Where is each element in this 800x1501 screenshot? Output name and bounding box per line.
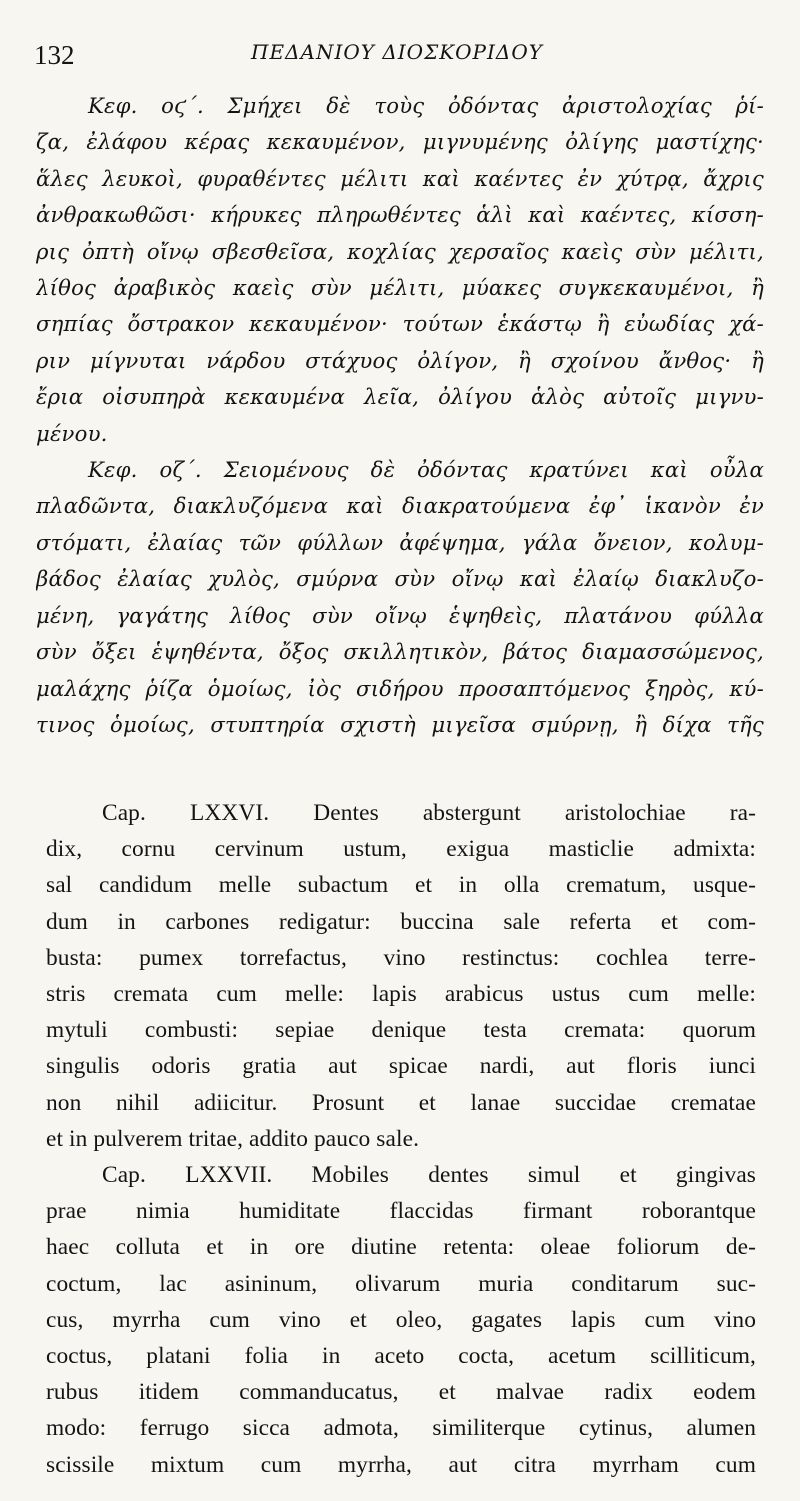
latin-line: sal candidum melle subactum et in olla crematum, usque- (46, 872, 756, 899)
greek-line: πλαδῶντα, διακλυζόμενα καὶ διακρατούμενα ἐφ᾽ ἱκανὸν ἐν (36, 493, 764, 519)
latin-line: haec colluta et in ore diutine retenta: oleae foliorum de- (46, 1234, 756, 1261)
latin-line: dum in carbones redigatur: buccina sale referta et com- (46, 908, 756, 935)
latin-text-block (46, 795, 756, 1483)
greek-line: ζα, ἐλάφου κέρας κεκαυμένον, μιγνυμένης ὀλίγης μαστίχης· (36, 129, 764, 155)
greek-text-block (36, 88, 764, 743)
latin-line: et in pulverem tritae, addito pauco sale. (46, 1125, 420, 1152)
latin-line: coctum, lac asininum, olivarum muria conditarum suc- (46, 1270, 756, 1297)
greek-line: τινος ὁμοίως, στυπτηρία σχιστὴ μιγεῖσα σμύρνῃ, ἢ δίχα τῆς (36, 711, 764, 737)
latin-line: non nihil adiicitur. Prosunt et lanae succidae crematae (46, 1089, 756, 1116)
greek-line: σὺν ὄξει ἑψηθέντα, ὄξος σκιλλητικὸν, βάτος διαμασσώμενος, (36, 639, 764, 665)
latin-line: singulis odoris gratia aut spicae nardi, aut floris iunci (46, 1053, 756, 1080)
greek-line: Κεφ. οζ΄. Σειομένους δὲ ὀδόντας κρατύνει καὶ οὖλα (88, 457, 764, 483)
latin-line: Cap. LXXVI. Dentes abstergunt aristolochiae ra- (102, 800, 756, 826)
latin-line: stris cremata cum melle: lapis arabicus ustus cum melle: (46, 981, 756, 1008)
latin-line: rubus itidem commanducatus, et malvae radix eodem (46, 1379, 756, 1406)
latin-line: busta: pumex torrefactus, vino restinctus: cochlea terre- (46, 944, 756, 971)
greek-line: Κεφ. οϛ΄. Σμήχει δὲ τοὺς ὀδόντας ἀριστολοχίας ῥί- (88, 93, 764, 118)
latin-line: scissile mixtum cum myrrha, aut citra myrrham cum (46, 1451, 756, 1478)
greek-line: μένη, γαγάτης λίθος σὺν οἴνῳ ἑψηθεὶς, πλατάνου φύλλα (36, 602, 764, 628)
greek-line: σηπίας ὄστρακον κεκαυμένον· τούτων ἑκάστῳ ἢ εὐωδίας χά- (36, 311, 764, 337)
greek-line: μένου. (36, 420, 108, 446)
greek-line: στόματι, ἐλαίας τῶν φύλλων ἀφέψημα, γάλα ὄνειον, κολυμ- (36, 529, 764, 555)
page-number: 132 (34, 40, 75, 70)
latin-line: mytuli combusti: sepiae denique testa cremata: quorum (46, 1017, 756, 1044)
greek-line: ριν μίγνυται νάρδου στάχυος ὀλίγον, ἢ σχοίνου ἄνθος· ἢ (36, 347, 764, 373)
running-title: ΠΕΔΑΝΙΟΥ ΔΙΟΣΚΟΡΙΔΟΥ (251, 40, 543, 64)
latin-line: modo: ferrugo sicca admota, similiterque cytinus, alumen (46, 1415, 756, 1442)
greek-line: ἔρια οἰσυπηρὰ κεκαυμένα λεῖα, ὀλίγου ἁλὸς αὐτοῖς μιγνυ- (36, 384, 764, 410)
latin-line: Cap. LXXVII. Mobiles dentes simul et gingivas (102, 1162, 756, 1189)
greek-line: μαλάχης ῥίζα ὁμοίως, ἰὸς σιδήρου προσαπτόμενος ξηρὸς, κύ- (36, 675, 764, 701)
latin-line: coctus, platani folia in aceto cocta, acetum scilliticum, (46, 1343, 756, 1370)
greek-line: βάδος ἐλαίας χυλὸς, σμύρνα σὺν οἴνῳ καὶ ἐλαίῳ διακλυζο- (36, 566, 764, 592)
latin-line: dix, cornu cervinum ustum, exigua masticlie admixta: (46, 836, 756, 863)
latin-line: cus, myrrha cum vino et oleo, gagates lapis cum vino (46, 1306, 756, 1333)
greek-line: ρις ὀπτὴ οἴνῳ σβεσθεῖσα, κοχλίας χερσαῖος καεὶς σὺν μέλιτι, (36, 238, 764, 264)
page-header (34, 34, 760, 74)
greek-line: ἅλες λευκοὶ, φυραθέντες μέλιτι καὶ καέντες ἐν χύτρᾳ, ἄχρις (36, 165, 764, 191)
latin-line: prae nimia humiditate flaccidas firmant roborantque (46, 1198, 756, 1225)
greek-line: ἀνθρακωθῶσι· κήρυκες πληρωθέντες ἁλὶ καὶ καέντες, κίσση- (36, 202, 764, 228)
greek-line: λίθος ἀραβικὸς καεὶς σὺν μέλιτι, μύακες συγκεκαυμένοι, ἢ (36, 275, 764, 301)
